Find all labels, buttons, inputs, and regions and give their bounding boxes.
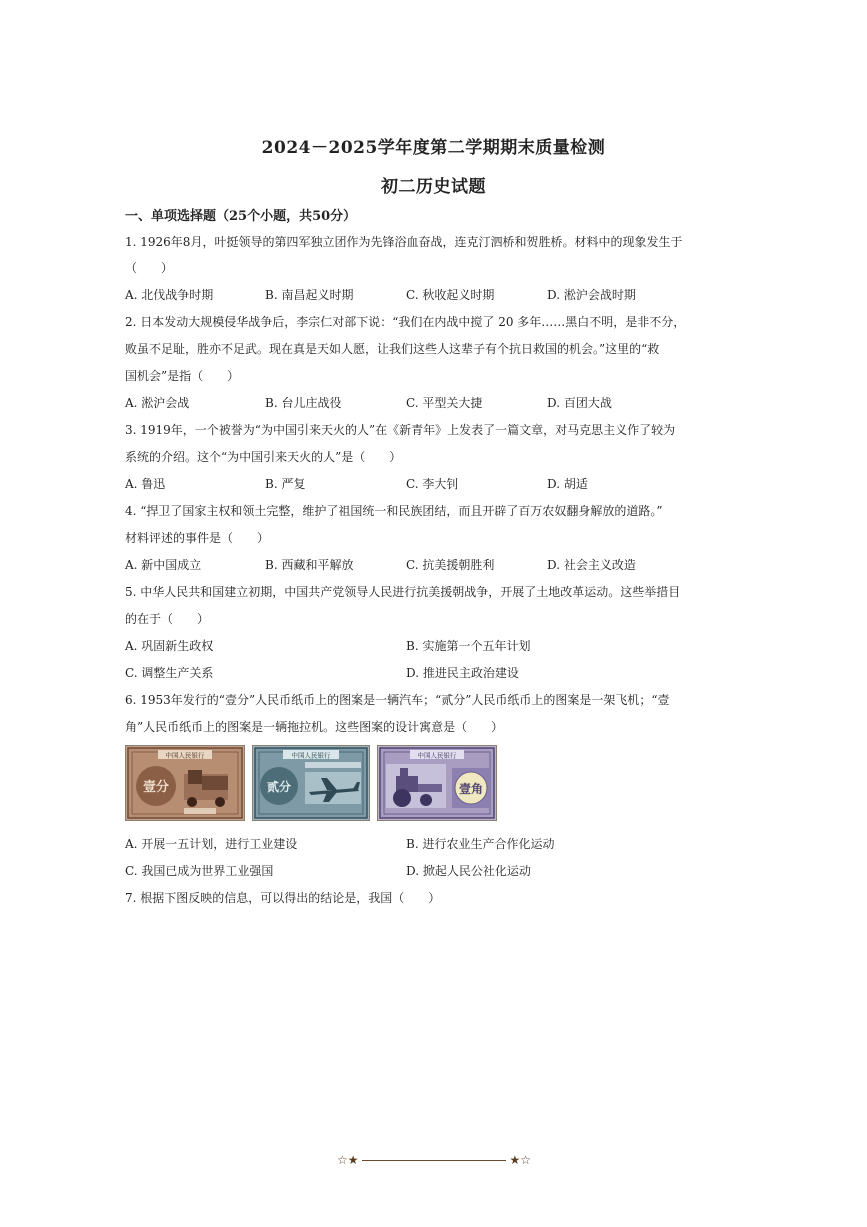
q5-line-2: 的在于（ ） <box>125 612 210 626</box>
q5-option-b: B. 实施第一个五年计划 <box>406 639 531 653</box>
q1-option-d: D. 淞沪会战时期 <box>547 288 636 302</box>
q3-line-2: 系统的介绍。这个“为中国引来天火的人”是（ ） <box>125 450 402 464</box>
banknote-yijiao <box>377 745 497 821</box>
q5-option-d: D. 推进民主政治建设 <box>406 666 519 680</box>
q3-option-b: B. 严复 <box>265 477 306 491</box>
q1-option-b: B. 南昌起义时期 <box>265 288 354 302</box>
q3-option-c: C. 李大钊 <box>406 477 459 491</box>
q3-option-d: D. 胡适 <box>547 477 588 491</box>
q6-line-2: 角”人民币纸币上的图案是一辆拖拉机。这些图案的设计寓意是（ ） <box>125 720 504 734</box>
q1-option-c: C. 秋收起义时期 <box>406 288 495 302</box>
q6-option-c: C. 我国已成为世界工业强国 <box>125 864 274 878</box>
exam-subtitle: 初二历史试题 <box>381 177 486 197</box>
q5-option-a: A. 巩固新生政权 <box>125 639 214 653</box>
footer-ornament <box>337 1152 531 1168</box>
banknote1-bank-name: 中国人民银行 <box>165 751 205 760</box>
q6-option-b: B. 进行农业生产合作化运动 <box>406 837 555 851</box>
q2-option-a: A. 淞沪会战 <box>125 396 190 410</box>
q4-option-c: C. 抗美援朝胜利 <box>406 558 495 572</box>
q2-option-b: B. 台儿庄战役 <box>265 396 342 410</box>
q1-option-a: A. 北伐战争时期 <box>125 288 214 302</box>
q4-option-d: D. 社会主义改造 <box>547 558 636 572</box>
banknote3-bank-name: 中国人民银行 <box>417 751 457 760</box>
banknote1-denomination: 壹分 <box>142 780 170 795</box>
banknote2-denomination: 贰分 <box>266 780 292 794</box>
q1-line-1: 1. 1926年8月，叶挺领导的第四军独立团作为先锋浴血奋战，连克汀泗桥和贺胜桥。材料中的现象发生于 <box>125 235 683 249</box>
q2-line-3: 国机会”是指（ ） <box>125 369 240 383</box>
banknote3-denomination: 壹角 <box>458 782 484 796</box>
q5-option-c: C. 调整生产关系 <box>125 666 214 680</box>
q6-option-a: A. 开展一五计划，进行工业建设 <box>125 837 298 851</box>
q3-option-a: A. 鲁迅 <box>125 477 166 491</box>
q5-line-1: 5. 中华人民共和国建立初期，中国共产党领导人民进行抗美援朝战争，开展了土地改革运动。这些举措目 <box>125 585 681 599</box>
exam-title: 2024－2025学年度第二学期期末质量检测 <box>261 138 606 158</box>
q2-line-2: 败虽不足耻，胜亦不足武。现在真是天如人愿，让我们这些人这辈子有个抗日救国的机会。”这里的“救 <box>125 342 660 356</box>
q4-option-b: B. 西藏和平解放 <box>265 558 354 572</box>
banknote-erfen <box>252 745 370 821</box>
q1-line-2: （ ） <box>125 261 174 275</box>
q4-option-a: A. 新中国成立 <box>125 558 202 572</box>
banknote2-bank-name: 中国人民银行 <box>291 751 331 760</box>
footer-right-stars-icon: ★☆ <box>509 1153 531 1167</box>
footer-left-stars-icon: ☆★ <box>337 1153 359 1167</box>
q2-line-1: 2. 日本发动大规模侵华战争后，李宗仁对部下说：“我们在内战中搅了 20 多年……黑白不明，是非不分， <box>125 315 686 329</box>
q7-line-1: 7. 根据下图反映的信息，可以得出的结论是，我国（ ） <box>125 891 441 905</box>
footer-rule <box>362 1160 507 1161</box>
q2-option-c: C. 平型关大捷 <box>406 396 483 410</box>
q4-line-1: 4. “捍卫了国家主权和领土完整，维护了祖国统一和民族团结，而且开辟了百万农奴翻身解放的道路。” <box>125 504 663 518</box>
q6-line-1: 6. 1953年发行的“壹分”人民币纸币上的图案是一辆汽车；“贰分”人民币纸币上的图案是一架飞机；“壹 <box>125 693 670 707</box>
banknote-yifen <box>125 745 245 821</box>
q3-line-1: 3. 1919年，一个被誉为“为中国引来天火的人”在《新青年》上发表了一篇文章，对马克思主义作了较为 <box>125 423 676 437</box>
section-heading: 一、单项选择题（25个小题，共50分） <box>125 209 357 224</box>
q4-line-2: 材料评述的事件是（ ） <box>125 531 270 545</box>
q2-option-d: D. 百团大战 <box>547 396 612 410</box>
q6-option-d: D. 掀起人民公社化运动 <box>406 864 531 878</box>
